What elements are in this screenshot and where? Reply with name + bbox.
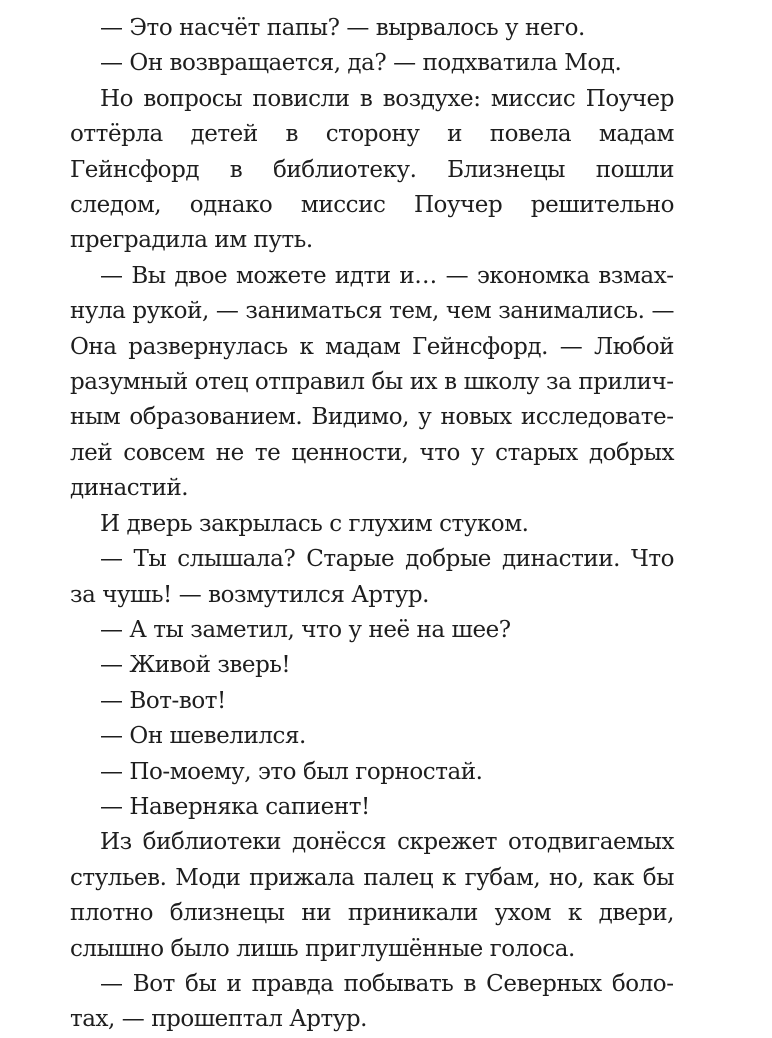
paragraph-9: — Вот-вот!	[100, 687, 226, 714]
book-page-text	[70, 11, 674, 1038]
paragraph-4: — Вы двое можете идти и… — экономка взмахнула рукой, — заниматься тем, чем занимались. — Она развернулась к мадам Гейнсфорд. — Любой разумный отец отправил бы их в школу за приличным образованием. Видимо, у новых исследователей совсем не те ценности, что у старых добрых династий.	[70, 262, 674, 502]
paragraph-1: — Это насчёт папы? — вырвалось у него.	[100, 15, 585, 41]
paragraph-11: — По-моему, это был горностай.	[100, 758, 483, 785]
paragraph-8: — Живой зверь!	[100, 652, 291, 679]
paragraph-5: И дверь закрылась с глухим стуком.	[100, 510, 529, 537]
paragraph-10: — Он шевелился.	[100, 723, 306, 750]
paragraph-14: — Вот бы и правда побывать в Северных болотах, — прошептал Артур.	[70, 970, 674, 1033]
paragraph-13: Из библиотеки донёсся скрежет отодвигаемых стульев. Моди прижала палец к губам, но, как бы плотно близнецы ни приникали ухом к двери, слышно было лишь приглушённые голоса.	[70, 829, 674, 962]
paragraph-2: — Он возвращается, да? — подхватила Мод.	[100, 50, 622, 77]
paragraph-3: Но вопросы повисли в воздухе: миссис Поучер оттёрла детей в сторону и повела мадам Гейнсфорд в библиотеку. Близнецы пошли следом, однако миссис Поучер решительно преградила им путь.	[70, 85, 674, 254]
paragraph-7: — А ты заметил, что у неё на шее?	[100, 616, 511, 643]
paragraph-12: — Наверняка сапиент!	[100, 793, 370, 820]
paragraph-6: — Ты слышала? Старые добрые династии. Что за чушь! — возмутился Артур.	[70, 546, 674, 608]
